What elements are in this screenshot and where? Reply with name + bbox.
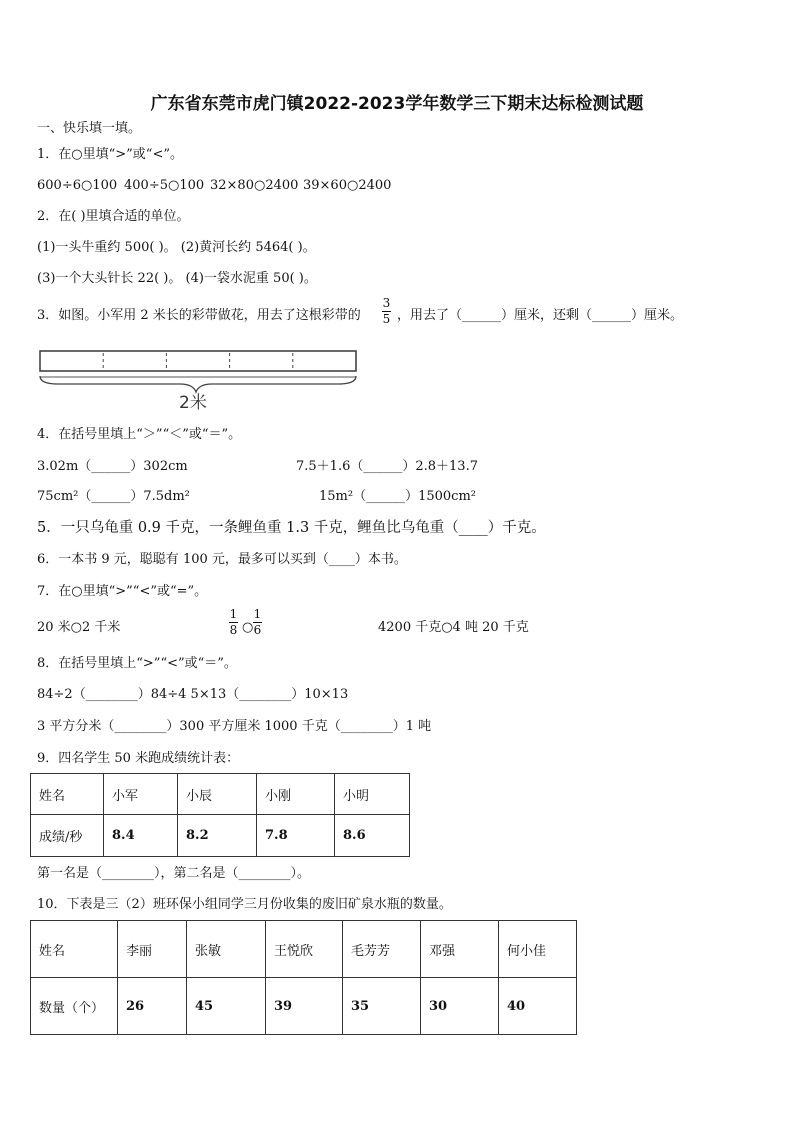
q4-item: 7.5＋1.6（______）2.8＋13.7 xyxy=(296,459,478,474)
q8-line: 3 平方分米（________）300 平方厘米 1000 千克（________）1 吨 xyxy=(37,719,432,734)
q7-item: 4200 千克○4 吨 20 千克 xyxy=(378,620,529,635)
table-cell: 26 xyxy=(118,978,187,1035)
q8-line: 84÷2（________）84÷4 5×13（________）10×13 xyxy=(37,687,349,702)
q4-item: 15m²（______）1500cm² xyxy=(319,489,476,504)
ribbon-bar xyxy=(40,351,356,371)
question-2: 2．在( )里填合适的单位。 xyxy=(37,209,190,224)
question-10: 10．下表是三（2）班环保小组同学三月份收集的废旧矿泉水瓶的数量。 xyxy=(37,897,452,912)
fraction-denominator: 6 xyxy=(253,623,262,637)
q1-item: 39×60○2400 xyxy=(303,178,392,193)
table-cell: 8.4 xyxy=(104,815,178,857)
table-header-row xyxy=(31,774,410,815)
table-row xyxy=(31,815,410,857)
table-cell: 8.6 xyxy=(335,815,410,857)
fraction-one-sixth xyxy=(253,608,262,637)
page-title: 广东省东莞市虎门镇2022-2023学年数学三下期末达标检测试题 xyxy=(150,94,644,114)
table-cell: 39 xyxy=(266,978,343,1035)
table-row-label: 数量（个） xyxy=(31,978,118,1035)
question-6: 6．一本书 9 元，聪聪有 100 元，最多可以买到（____）本书。 xyxy=(37,552,407,567)
fraction-one-eighth xyxy=(229,608,238,637)
question-7: 7．在○里填“>”“<”或“=”。 xyxy=(37,584,208,599)
question-5: 5．一只乌龟重 0.9 千克，一条鲤鱼重 1.3 千克，鲤鱼比乌龟重（____）千克。 xyxy=(37,520,546,536)
q7-item: 20 米○2 千米 xyxy=(37,620,121,635)
q2-line: (3)一个大头针长 22( )。 (4)一袋水泥重 50( )。 xyxy=(37,271,317,286)
table-cell: 40 xyxy=(499,978,577,1035)
ribbon-length-label: 2米 xyxy=(179,393,207,413)
q9-answer-line: 第一名是（________），第二名是（________）。 xyxy=(37,866,311,881)
question-9: 9．四名学生 50 米跑成绩统计表： xyxy=(37,751,240,766)
table-header-cell: 小军 xyxy=(104,774,178,815)
question-1: 1．在○里填“>”或“<”。 xyxy=(37,147,183,162)
table-header-cell: 何小佳 xyxy=(499,921,577,978)
table-header-cell: 王悦欣 xyxy=(266,921,343,978)
fraction-three-fifths xyxy=(382,297,391,326)
question-4: 4．在括号里填上“＞”“＜”或“＝”。 xyxy=(37,427,242,442)
table-header-cell: 李丽 xyxy=(118,921,187,978)
segment-divisions xyxy=(103,353,293,369)
table-header-cell: 张敏 xyxy=(187,921,266,978)
table-header-cell: 邓强 xyxy=(421,921,499,978)
table-cell: 30 xyxy=(421,978,499,1035)
table-cell: 45 xyxy=(187,978,266,1035)
table-cell: 35 xyxy=(343,978,421,1035)
question-3-blanks: ，用去了（______）厘米，还剩（______）厘米。 xyxy=(397,308,684,323)
table-header-cell: 姓名 xyxy=(31,921,118,978)
compare-circle: ○ xyxy=(242,620,254,635)
brace xyxy=(40,376,356,392)
table-row xyxy=(31,978,577,1035)
fraction-numerator: 1 xyxy=(229,607,238,621)
running-times-table xyxy=(30,773,410,857)
ribbon-figure xyxy=(38,348,360,414)
table-cell: 7.8 xyxy=(257,815,335,857)
fraction-numerator: 1 xyxy=(253,607,262,621)
question-3-text: 3．如图。小军用 2 米长的彩带做花，用去了这根彩带的 xyxy=(37,308,361,323)
q2-line: (1)一头牛重约 500( )。 (2)黄河长约 5464( )。 xyxy=(37,240,316,255)
table-row-label: 成绩/秒 xyxy=(31,815,104,857)
table-header-row xyxy=(31,921,577,978)
fraction-denominator: 5 xyxy=(382,312,391,326)
question-8: 8．在括号里填上“>”“<”或“＝”。 xyxy=(37,656,237,671)
q4-item: 75cm²（______）7.5dm² xyxy=(37,489,190,504)
table-header-cell: 小明 xyxy=(335,774,410,815)
table-header-cell: 姓名 xyxy=(31,774,104,815)
section-heading: 一、快乐填一填。 xyxy=(37,121,142,136)
table-header-cell: 小辰 xyxy=(178,774,257,815)
table-cell: 8.2 xyxy=(178,815,257,857)
table-header-cell: 毛芳芳 xyxy=(343,921,421,978)
bottle-count-table xyxy=(30,920,577,1035)
q1-item: 32×80○2400 xyxy=(210,178,299,193)
q1-item: 400÷5○100 xyxy=(124,178,205,193)
fraction-denominator: 8 xyxy=(229,623,238,637)
fraction-numerator: 3 xyxy=(382,296,391,310)
table-header-cell: 小刚 xyxy=(257,774,335,815)
q1-item: 600÷6○100 xyxy=(37,178,118,193)
q4-item: 3.02m（______）302cm xyxy=(37,459,188,474)
